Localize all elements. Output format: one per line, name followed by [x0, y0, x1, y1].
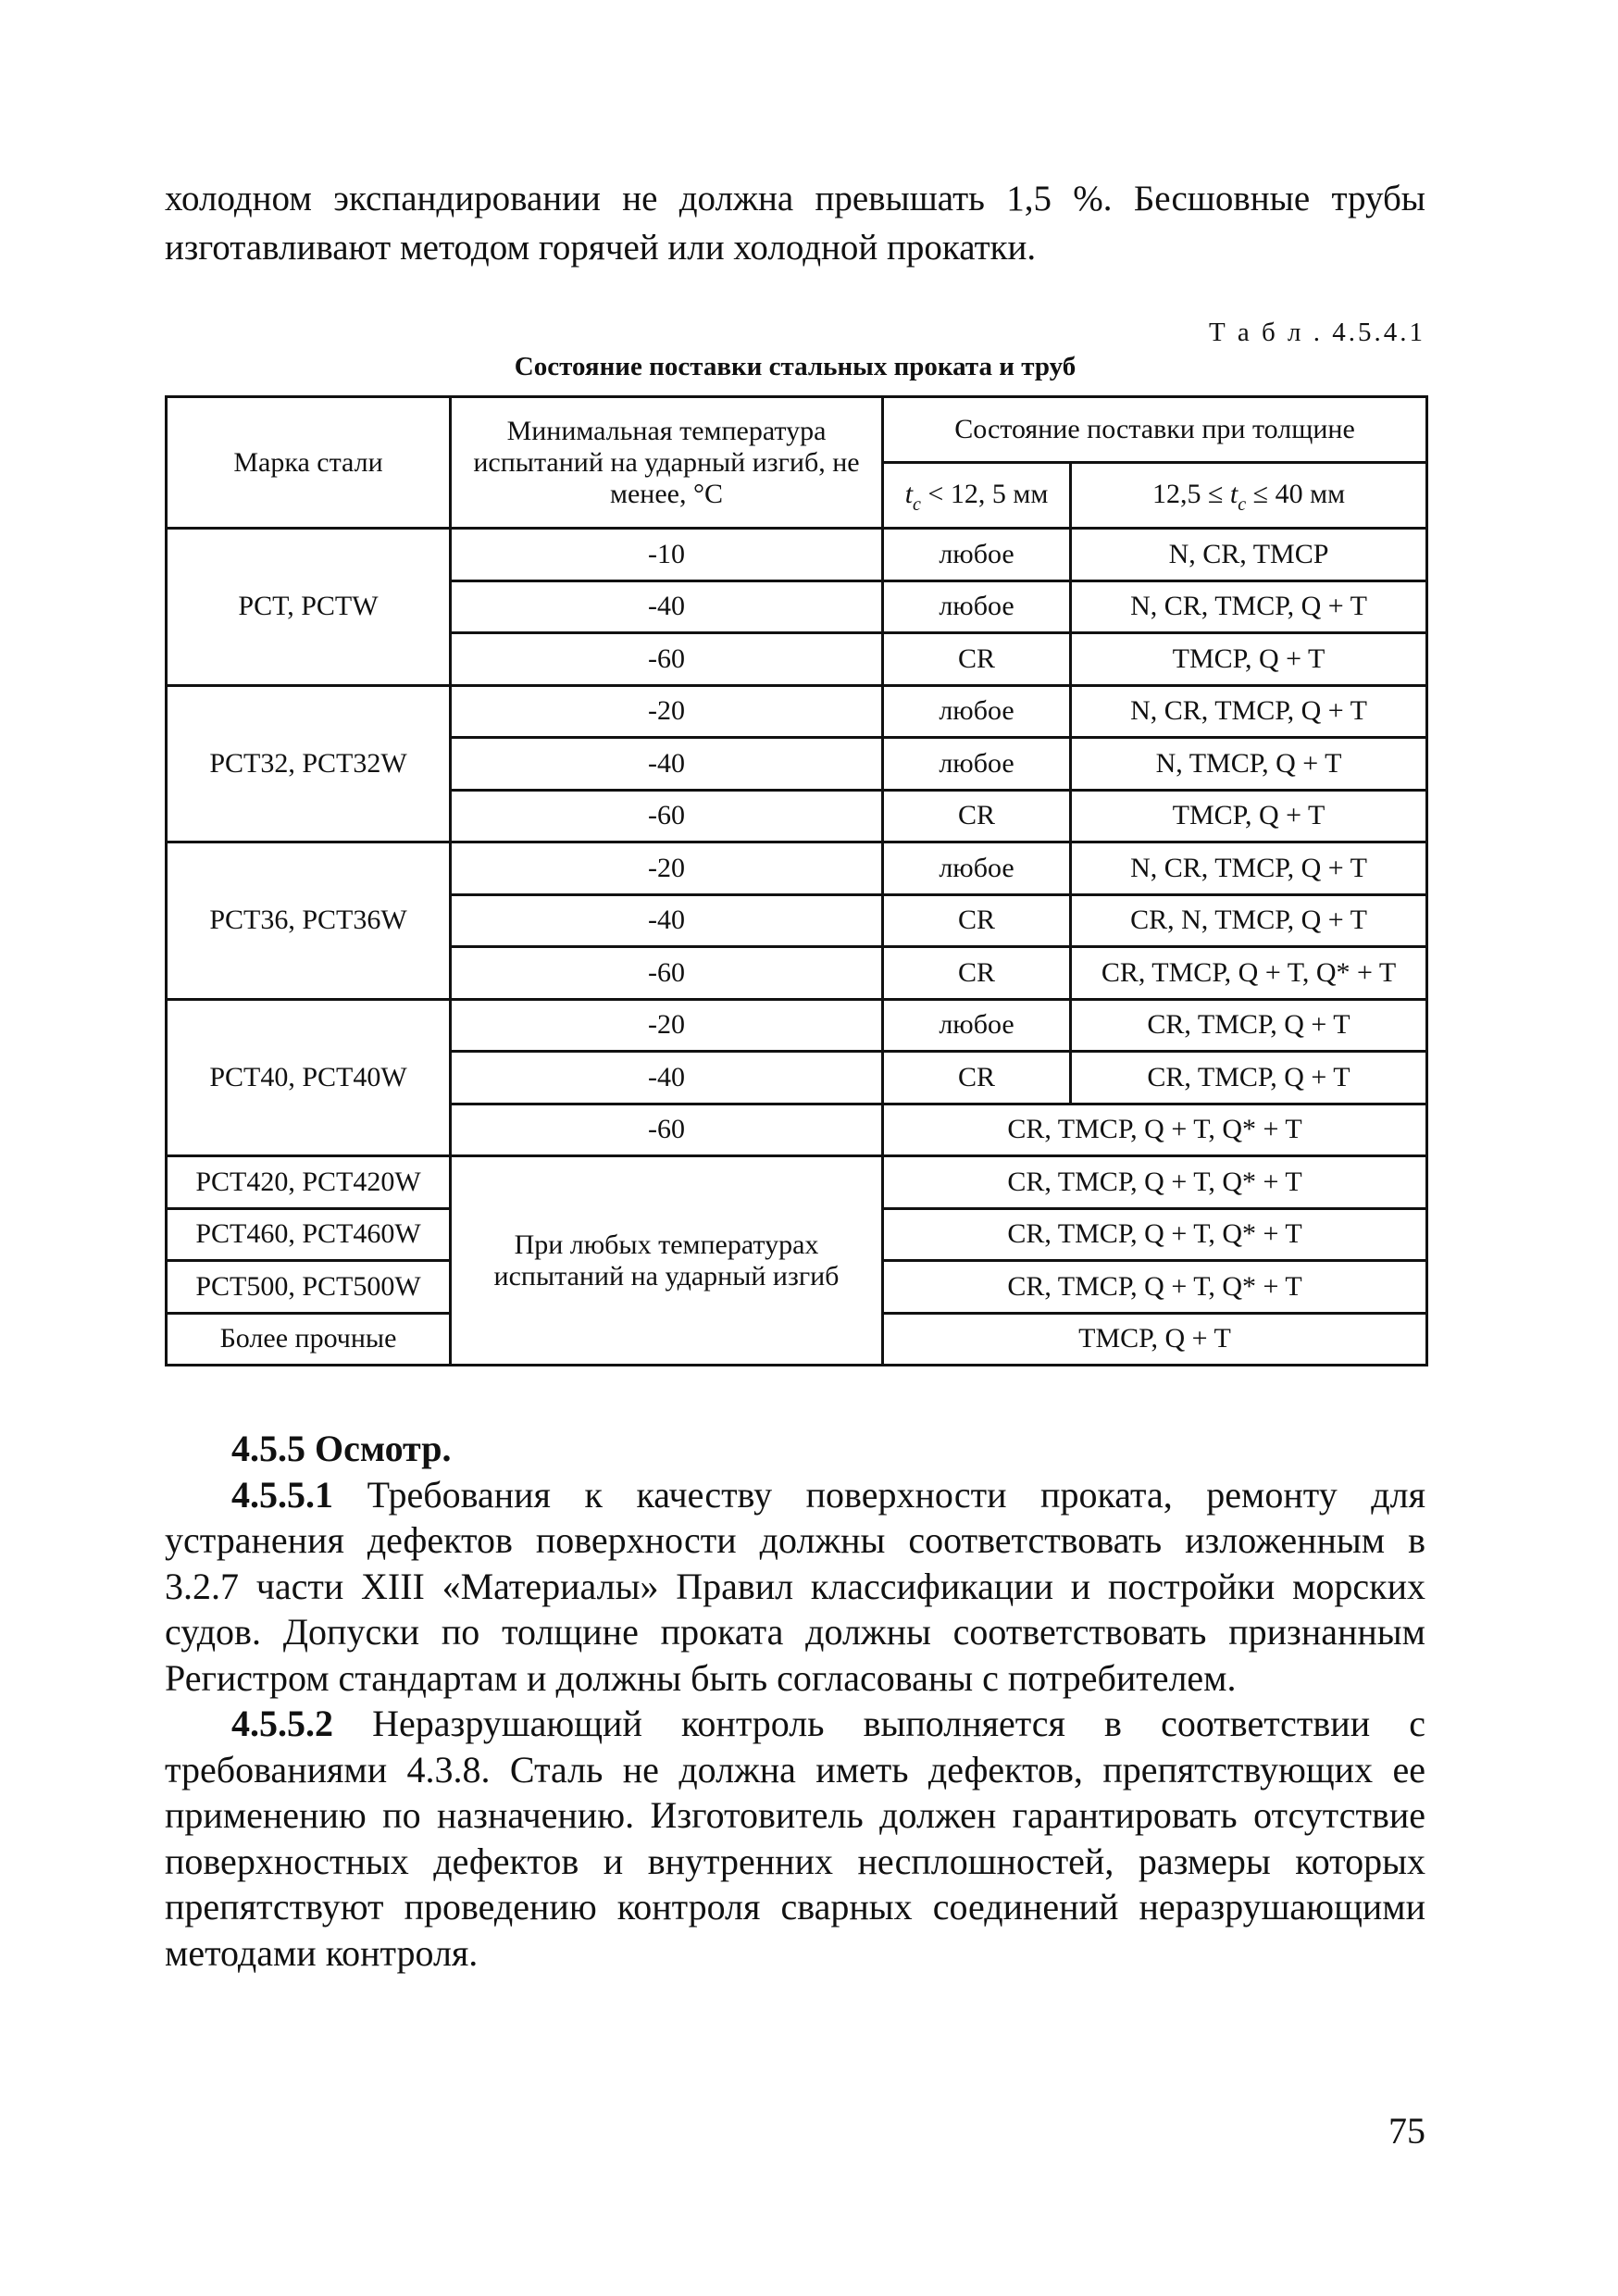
thin-cell: любое [883, 580, 1071, 633]
intro-text: холодном экспандировании не должна превышать 1,5 %. Бесшовные трубы изготавливают методом горячей или холодной прокатки. [165, 179, 1425, 268]
header-thin: $t_c < 12$, 5 мм [883, 463, 1071, 529]
temp-cell: -60 [451, 633, 883, 686]
thin-cell: CR [883, 633, 1071, 686]
header-thick: $12,5 \le t_c \le 40$ мм [1071, 463, 1427, 529]
grade-cell: Более прочные [167, 1313, 451, 1366]
grade-cell: PCT, PCTW [167, 529, 451, 686]
grade-cell: PCT460, PCT460W [167, 1208, 451, 1261]
paragraph-4-5-5-1 [165, 1472, 1425, 1702]
thin-cell: любое [883, 999, 1071, 1052]
grade-cell: PCT420, PCT420W [167, 1156, 451, 1209]
thick-cell: TMCP, Q + T [1071, 790, 1427, 842]
thick-cell: N, CR, TMCP, Q + T [1071, 842, 1427, 895]
thick-cell: TMCP, Q + T [1071, 633, 1427, 686]
section-heading: 4.5.5 Осмотр. [231, 1428, 452, 1469]
clause-number: 4.5.5.1 [231, 1473, 333, 1516]
thick-cell: CR, N, TMCP, Q + T [1071, 894, 1427, 947]
merged-state-cell: TMCP, Q + T [883, 1313, 1427, 1366]
temp-cell: -40 [451, 738, 883, 791]
grade-cell: PCT500, PCT500W [167, 1261, 451, 1314]
thin-cell: CR [883, 894, 1071, 947]
thin-cell: любое [883, 529, 1071, 581]
temp-cell: -20 [451, 842, 883, 895]
delivery-state-table [165, 395, 1428, 1366]
temp-cell: -60 [451, 947, 883, 1000]
merged-state-cell: CR, TMCP, Q + T, Q* + T [883, 1104, 1427, 1156]
header-delivery-state: Состояние поставки при толщине [883, 397, 1427, 463]
merged-state-cell: CR, TMCP, Q + T, Q* + T [883, 1261, 1427, 1314]
thick-cell: N, CR, TMCP, Q + T [1071, 580, 1427, 633]
thick-cell: CR, TMCP, Q + T, Q* + T [1071, 947, 1427, 1000]
thick-cell: CR, TMCP, Q + T [1071, 1052, 1427, 1104]
thin-cell: любое [883, 738, 1071, 791]
thick-cell: CR, TMCP, Q + T [1071, 999, 1427, 1052]
table-header-row [167, 397, 1427, 463]
section-body [165, 1426, 1425, 1976]
merged-state-cell: CR, TMCP, Q + T, Q* + T [883, 1208, 1427, 1261]
page-number: 75 [1388, 2110, 1425, 2152]
temp-cell: -20 [451, 999, 883, 1052]
thin-cell: CR [883, 790, 1071, 842]
thin-cell: любое [883, 842, 1071, 895]
table-row [167, 842, 1427, 895]
grade-cell: PCT40, PCT40W [167, 999, 451, 1156]
thick-cell: N, CR, TMCP, Q + T [1071, 685, 1427, 738]
merged-state-cell: CR, TMCP, Q + T, Q* + T [883, 1156, 1427, 1209]
clause-text: Неразрушающий контроль выполняется в соответствии с требованиями 4.3.8. Сталь не должна иметь дефектов, препятствующих ее применению по назначению. Изготовитель должен гарантировать отсутствие поверхностных дефектов и внутренних несплошностей, размеры которых препятствуют проведению контроля сварных соединений неразрушающими методами контроля. [165, 1703, 1425, 1974]
paragraph-4-5-5-2 [165, 1701, 1425, 1976]
any-temperature-cell: При любых температурах испытаний на ударный изгиб [451, 1156, 883, 1366]
intro-paragraph [165, 174, 1425, 272]
temp-cell: -40 [451, 1052, 883, 1104]
temp-cell: -40 [451, 580, 883, 633]
temp-cell: -60 [451, 790, 883, 842]
clause-text: Требования к качеству поверхности проката, ремонту для устранения дефектов поверхности должны соответствовать изложенным в 3.2.7 части XIII «Материалы» Правил классификации и постройки морских судов. Допуски по толщине проката должны соответствовать признанным Регистром стандартам и должны быть согласованы с потребителем. [165, 1473, 1425, 1699]
table-row [167, 1156, 1427, 1209]
temp-cell: -40 [451, 894, 883, 947]
thin-cell: любое [883, 685, 1071, 738]
table-row [167, 999, 1427, 1052]
temp-cell: -10 [451, 529, 883, 581]
table-row [167, 685, 1427, 738]
temp-cell: -60 [451, 1104, 883, 1156]
grade-cell: PCT36, PCT36W [167, 842, 451, 1000]
thin-cell: CR [883, 947, 1071, 1000]
table-row [167, 529, 1427, 581]
temp-cell: -20 [451, 685, 883, 738]
table-title: Состояние поставки стальных проката и труб [514, 352, 1077, 381]
grade-cell: PCT32, PCT32W [167, 685, 451, 842]
table-reference: Т а б л . 4.5.4.1 [1208, 318, 1425, 347]
thick-cell: N, TMCP, Q + T [1071, 738, 1427, 791]
header-grade: Марка стали [167, 397, 451, 529]
thick-cell: N, CR, TMCP [1071, 529, 1427, 581]
thin-cell: CR [883, 1052, 1071, 1104]
header-temperature: Минимальная температура испытаний на ударный изгиб, не менее, °C [451, 397, 883, 529]
clause-number: 4.5.5.2 [231, 1703, 333, 1744]
